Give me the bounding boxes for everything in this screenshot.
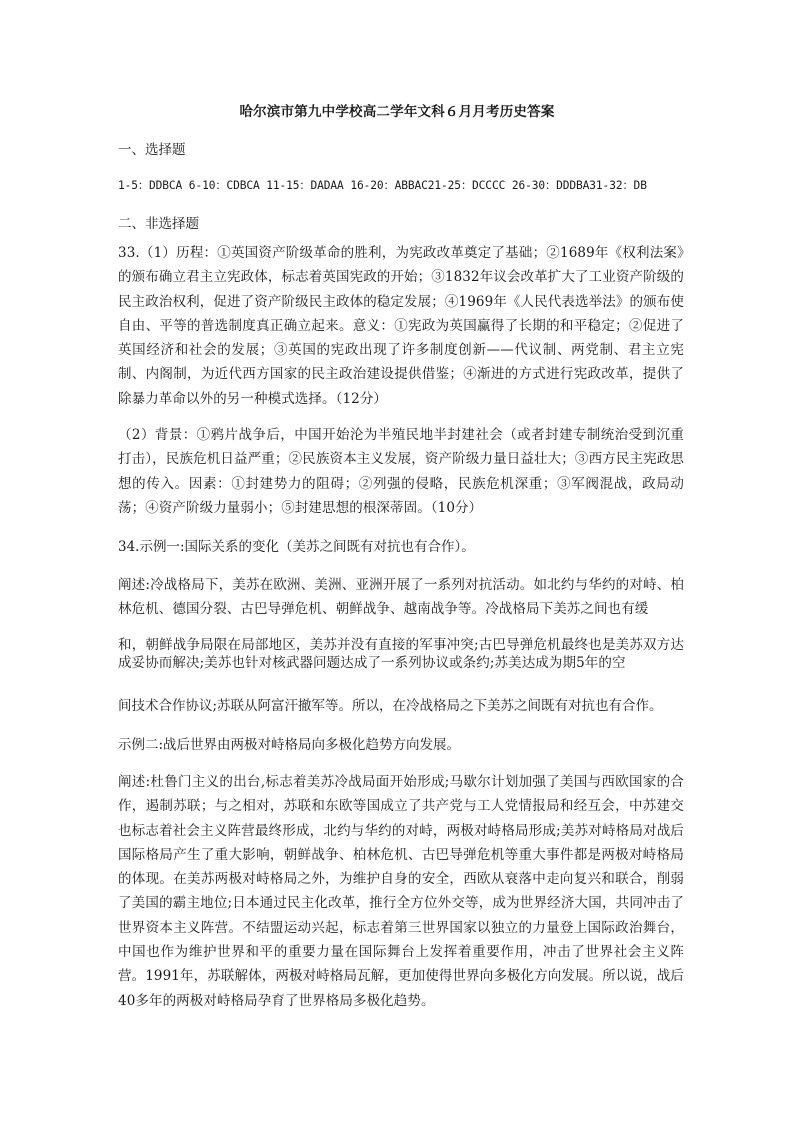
q34-example2-title: 示例二:战后世界由两极对峙格局向多极化趋势方向发展。: [118, 737, 461, 753]
section-heading-non-multiple-choice: 二、非选择题: [118, 216, 199, 232]
q34-example1-body-line1: 阐述:冷战格局下，美苏在欧洲、美洲、亚洲开展了一系列对抗活动。如北约与华约的对峙、柏林危机、德国分裂、古巴导弹危机、朝鲜战争、越南战争等。冷战格局下美苏之间也有缓: [118, 577, 684, 618]
q33-part2-answer: （2）背景：①鸦片战争后，中国开始沦为半殖民地半封建社会（或者封建专制统治受到沉重打击），民族危机日益严重；②民族资本主义发展，资产阶级力量日益壮大；③西方民主宪政思想的传入。因素：①封建势力的阻碍；②列强的侵略，民族危机深重；③军阀混战，政局动荡；④资产阶级力量弱小；⑤封建思想的根深蒂固。（10分）: [118, 427, 685, 516]
page-title: 哈尔滨市第九中学校高二学年文科６月月考历史答案: [239, 104, 555, 120]
q34-example1-body-line3: 间技术合作协议;苏联从阿富汗撤军等。所以，在冷战格局之下美苏之间既有对抗也有合作。: [118, 698, 663, 714]
q33-part1-answer: 33.（1）历程：①英国资产阶级革命的胜利，为宪政改革奠定了基础；②1689年《权利法案》的颁布确立君主立宪政体，标志着英国宪政的开始；③1832年议会改革扩大了工业资产阶级的民主政治权利，促进了资产阶级民主政体的稳定发展；④1969年《人民代表选举法》的颁布使自由、平等的普选制度真正确立起来。意义：①宪政为英国赢得了长期的和平稳定；②促进了英国经济和社会的发展；③英国的宪政出现了许多制度创新——代议制、两党制、君主立宪制、内阁制，为近代西方国家的民主政治建设提供借鉴；④渐进的方式进行宪政改革，提供了除暴力革命以外的另一种模式选择。（12分）: [118, 245, 684, 407]
q34-example1-title: 34.示例一:国际关系的变化（美苏之间既有对抗也有合作）。: [118, 539, 475, 555]
q34-example1-body-line2: 和，朝鲜战争局限在局部地区，美苏并没有直接的军事冲突;古巴导弹危机最终也是美苏双方达成妥协而解决;美苏也针对核武器问题达成了一系列协议或条约;苏美达成为期5年的空: [118, 637, 684, 671]
multiple-choice-answers: 1-5：DDBCA 6-10：CDBCA 11-15：DADAA 16-20：ABBAC21-25：DCCCC 26-30：DDDBA31-32：DB: [118, 179, 647, 192]
section-heading-multiple-choice: 一、选择题: [118, 142, 186, 158]
q34-example2-body: 阐述:杜鲁门主义的出台,标志着美苏冷战局面开始形成;马歇尔计划加强了美国与西欧国家的合作，遏制苏联；与之相对，苏联和东欧等国成立了共产党与工人党情报局和经互会，中苏建交也标志着社会主义阵营最终形成，北约与华约的对峙，两极对峙格局形成;美苏对峙格局对战后国际格局产生了重大影响，朝鲜战争、柏林危机、古巴导弹危机等重大事件都是两极对峙格局的体现。在美苏两极对峙格局之外，为维护自身的安全，西欧从衰落中走向复兴和联合，削弱了美国的霸主地位;日本通过民主化改革，推行全方位外交等，成为世界经济大国，共同冲击了世界资本主义阵营。不结盟运动兴起，标志着第三世界国家以独立的力量登上国际政治舞台，中国也作为维护世界和平的重要力量在国际舞台上发挥着重要作用，冲击了世界社会主义阵营。1991年，苏联解体，两极对峙格局瓦解，更加使得世界向多极化方向发展。所以说，战后40多年的两极对峙格局孕育了世界格局多极化趋势。: [118, 774, 684, 1009]
